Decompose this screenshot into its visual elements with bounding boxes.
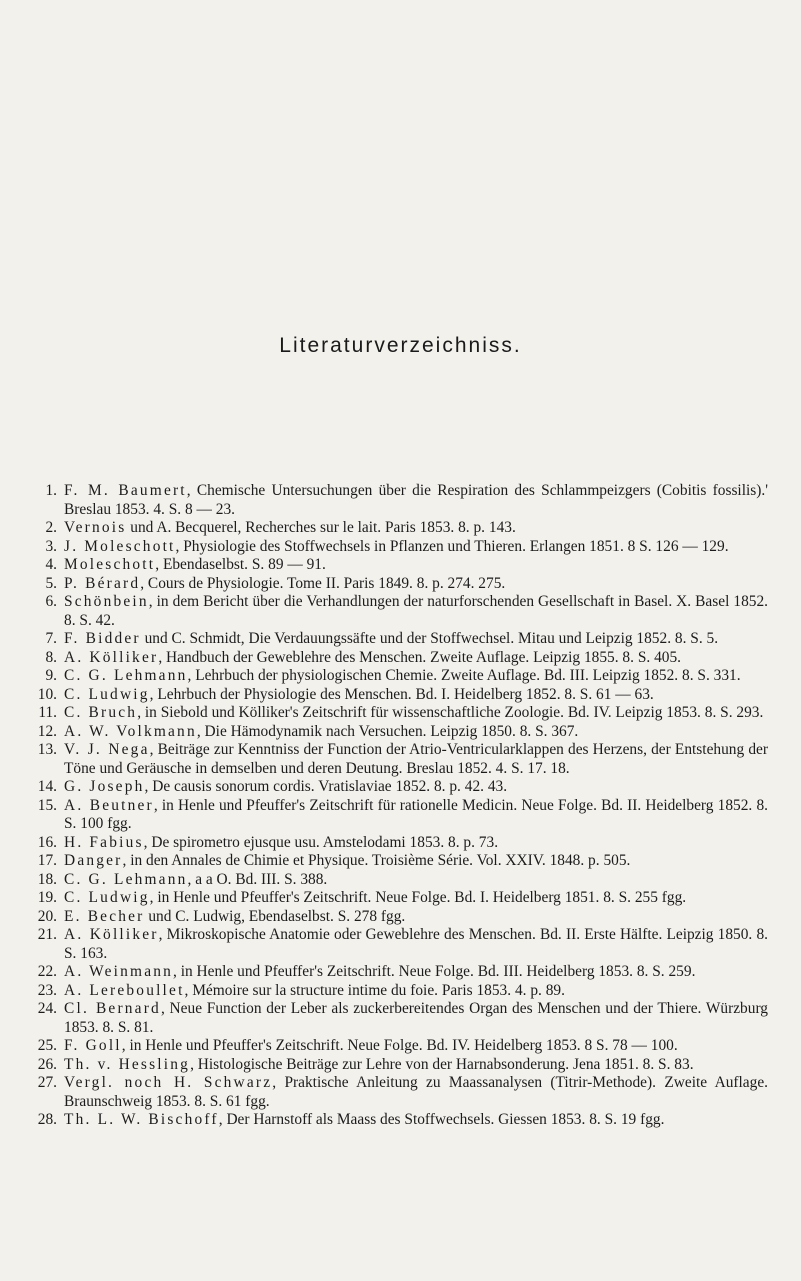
entry-text (64, 630, 768, 649)
bibliography-entry (26, 1074, 768, 1111)
entry-number: 23. (37, 981, 57, 999)
entry-number: 27. (37, 1074, 57, 1091)
entry-citation: , a a O. Bd. III. S. 388. (187, 870, 328, 888)
entry-text (64, 704, 768, 723)
bibliography-entry (26, 1111, 768, 1130)
bibliography-entry (26, 908, 768, 927)
entry-text (64, 593, 768, 630)
entry-text (64, 908, 768, 927)
entry-citation: , Praktische Anleitung zu Maassanalysen (Titrir-Methode). Zweite Auflage. Braunschweig 1853. 8. S. 61 fgg. (64, 1074, 769, 1110)
bibliography-entry (26, 797, 768, 834)
entry-citation: , Handbuch der Geweblehre des Menschen. Zweite Auflage. Leipzig 1855. 8. S. 405. (158, 648, 682, 666)
entry-number: 12. (37, 722, 57, 740)
entry-citation: , Chemische Untersuchungen über die Respiration des Schlammpeizgers (Cobitis fossilis).' Breslau 1853. 4. S. 8 — 23. (64, 482, 768, 518)
entry-number: 15. (37, 796, 57, 814)
entry-citation: , in Henle und Pfeuffer's Zeitschrift. Neue Folge. Bd. IV. Heidelberg 1853. 8 S. 78 — 100. (121, 1037, 678, 1054)
entry-number: 17. (37, 852, 57, 869)
bibliography-entry (26, 593, 768, 630)
bibliography-entry (26, 871, 768, 890)
entry-citation: , Die Hämodynamik nach Versuchen. Leipzig 1850. 8. S. 367. (196, 722, 579, 740)
bibliography-entry (26, 834, 768, 853)
entry-citation: , Der Harnstoff als Maass des Stoffwechsels. Giessen 1853. 8. S. 19 fgg. (218, 1111, 665, 1128)
bibliography-entry (26, 630, 768, 649)
entry-number: 21. (37, 926, 57, 943)
entry-text (64, 723, 768, 742)
entry-number: 8. (45, 648, 57, 666)
entry-author: A. W. Volkmann (64, 722, 197, 740)
entry-author: C. Bruch (64, 704, 138, 721)
bibliography-entry (26, 741, 768, 778)
bibliography-entry (26, 519, 768, 538)
entry-author: Schönbein (64, 593, 149, 610)
bibliography-list (26, 482, 768, 1130)
bibliography-entry (26, 538, 768, 557)
entry-text (64, 1000, 768, 1037)
entry-text (64, 538, 768, 557)
entry-citation: , in Siebold und Kölliker's Zeitschrift für wissenschaftliche Zoologie. Bd. IV. Leipzig 1853. 8. S. 293. (137, 704, 764, 721)
entry-number: 26. (37, 1055, 57, 1073)
entry-citation: , Lehrbuch der Physiologie des Menschen. Bd. I. Heidelberg 1852. 8. S. 61 — 63. (149, 685, 654, 703)
bibliography-entry (26, 704, 768, 723)
entry-author: Vernois (64, 519, 127, 536)
entry-number: 7. (45, 630, 57, 647)
entry-citation: und C. Schmidt, Die Verdauungssäfte und der Stoffwechsel. Mitau und Leipzig 1852. 8. S. 5. (140, 630, 719, 647)
entry-author: Th. v. Hessling (64, 1055, 191, 1073)
bibliography-entry (26, 982, 768, 1001)
entry-number: 9. (45, 667, 57, 684)
entry-text (64, 852, 768, 871)
entry-text (64, 797, 768, 834)
entry-number: 24. (37, 1000, 57, 1017)
entry-number: 18. (37, 870, 57, 888)
entry-author: A. Lereboullet (64, 981, 185, 999)
entry-author: Th. L. W. Bischoff (64, 1111, 219, 1128)
bibliography-entry (26, 926, 768, 963)
entry-text (64, 649, 768, 668)
entry-text (64, 482, 768, 519)
entry-text (64, 519, 768, 538)
entry-text (64, 871, 768, 890)
entry-citation: , Histologische Beiträge zur Lehre von der Harnabsonderung. Jena 1851. 8. S. 83. (190, 1055, 694, 1073)
entry-text (64, 889, 768, 908)
entry-number: 5. (45, 574, 57, 592)
entry-text (64, 926, 768, 963)
entry-number: 19. (37, 889, 57, 906)
entry-text (64, 741, 768, 778)
bibliography-entry (26, 1056, 768, 1075)
entry-author: C. G. Lehmann (64, 870, 188, 888)
entry-author: C. G. Lehmann (64, 667, 188, 684)
entry-author: F. Bidder (64, 630, 141, 647)
bibliography-entry (26, 723, 768, 742)
entry-text (64, 834, 768, 853)
entry-number: 28. (37, 1111, 57, 1128)
entry-number: 1. (45, 482, 57, 499)
bibliography-entry (26, 889, 768, 908)
bibliography-entry (26, 667, 768, 686)
entry-text (64, 982, 768, 1001)
entry-text (64, 778, 768, 797)
entry-number: 6. (45, 593, 57, 610)
entry-author: F. M. Baumert (64, 482, 187, 499)
entry-citation: , Beiträge zur Kenntniss der Function der Atrio-Ventricularklappen des Herzens, der Entstehung der Töne und Geräusche in demselben und deren Deutung. Breslau 1852. 4. S. 17. 18. (64, 741, 768, 777)
entry-text (64, 667, 768, 686)
entry-author: P. Bérard (64, 574, 141, 592)
entry-text (64, 686, 768, 705)
page-title: Literaturverzeichniss. (279, 334, 522, 357)
bibliography-entry (26, 1037, 768, 1056)
entry-text (64, 1074, 768, 1111)
entry-number: 13. (37, 741, 57, 758)
bibliography-entry (26, 686, 768, 705)
entry-author: H. Fabius (64, 833, 144, 851)
entry-number: 25. (37, 1037, 57, 1054)
entry-author: A. Weinmann (64, 963, 174, 980)
entry-number: 11. (38, 704, 57, 721)
entry-number: 22. (37, 963, 57, 980)
bibliography-entry (26, 556, 768, 575)
entry-number: 2. (45, 519, 57, 536)
entry-citation: , Lehrbuch der physiologischen Chemie. Zweite Auflage. Bd. III. Leipzig 1852. 8. S. 331. (187, 667, 741, 684)
entry-number: 4. (45, 556, 57, 573)
entry-author: G. Joseph (64, 778, 145, 795)
entry-citation: , Ebendaselbst. S. 89 — 91. (155, 556, 326, 573)
entry-author: C. Ludwig (64, 685, 150, 703)
entry-text (64, 556, 768, 575)
bibliography-entry (26, 482, 768, 519)
entry-citation: , Cours de Physiologie. Tome II. Paris 1849. 8. p. 274. 275. (140, 574, 506, 592)
bibliography-entry (26, 1000, 768, 1037)
entry-number: 16. (37, 833, 57, 851)
entry-citation: , Mémoire sur la structure intime du foie. Paris 1853. 4. p. 89. (184, 981, 565, 999)
entry-citation: , in Henle und Pfeuffer's Zeitschrift. Neue Folge. Bd. III. Heidelberg 1853. 8. S. 259. (173, 963, 696, 980)
entry-text (64, 1037, 768, 1056)
entry-author: A. Kölliker (64, 926, 159, 943)
entry-number: 3. (45, 537, 57, 555)
entry-citation: , Mikroskopische Anatomie oder Geweblehre des Menschen. Bd. II. Erste Hälfte. Leipzig 1850. 8. S. 163. (64, 926, 768, 962)
bibliography-entry (26, 575, 768, 594)
entry-citation: und A. Becquerel, Recherches sur le lait. Paris 1853. 8. p. 143. (126, 519, 516, 536)
entry-text (64, 963, 768, 982)
entry-author: A. Beutner (64, 796, 154, 814)
entry-text (64, 1056, 768, 1075)
entry-number: 20. (37, 907, 57, 925)
entry-author: V. J. Nega (64, 741, 150, 758)
entry-citation: , De spirometro ejusque usu. Amstelodami 1853. 8. p. 73. (143, 833, 499, 851)
entry-citation: , De causis sonorum cordis. Vratislaviae 1852. 8. p. 42. 43. (144, 778, 508, 795)
entry-text (64, 575, 768, 594)
entry-author: Moleschott (64, 556, 156, 573)
entry-author: Cl. Bernard (64, 1000, 161, 1017)
entry-author: E. Becher (64, 907, 145, 925)
entry-citation: , in Henle und Pfeuffer's Zeitschrift für rationelle Medicin. Neue Folge. Bd. II. Heidelberg 1852. 8. S. 100 fgg. (64, 796, 769, 832)
entry-author: Vergl. noch H. Schwarz (64, 1074, 273, 1091)
entry-citation: , Neue Function der Leber als zuckerbereitendes Organ des Menschen und der Thiere. Würzburg 1853. 8. S. 81. (64, 1000, 768, 1036)
entry-text (64, 1111, 768, 1130)
entry-author: J. Moleschott (64, 537, 176, 555)
entry-citation: , in Henle und Pfeuffer's Zeitschrift. Neue Folge. Bd. I. Heidelberg 1851. 8. S. 255 fgg. (149, 889, 687, 906)
entry-author: F. Goll (64, 1037, 122, 1054)
entry-author: Danger (64, 852, 123, 869)
entry-citation: und C. Ludwig, Ebendaselbst. S. 278 fgg. (144, 907, 406, 925)
entry-number: 14. (37, 778, 57, 795)
bibliography-entry (26, 778, 768, 797)
bibliography-entry (26, 852, 768, 871)
entry-author: A. Kölliker (64, 648, 159, 666)
bibliography-entry (26, 649, 768, 668)
entry-author: C. Ludwig (64, 889, 150, 906)
entry-citation: , in den Annales de Chimie et Physique. Troisième Série. Vol. XXIV. 1848. p. 505. (122, 852, 631, 869)
bibliography-entry (26, 963, 768, 982)
entry-citation: , in dem Bericht über die Verhandlungen der naturforschenden Gesellschaft in Basel. X. Basel 1852. 8. S. 42. (64, 593, 768, 629)
entry-number: 10. (37, 685, 57, 703)
entry-citation: , Physiologie des Stoffwechsels in Pflanzen und Thieren. Erlangen 1851. 8 S. 126 — 129. (175, 537, 729, 555)
